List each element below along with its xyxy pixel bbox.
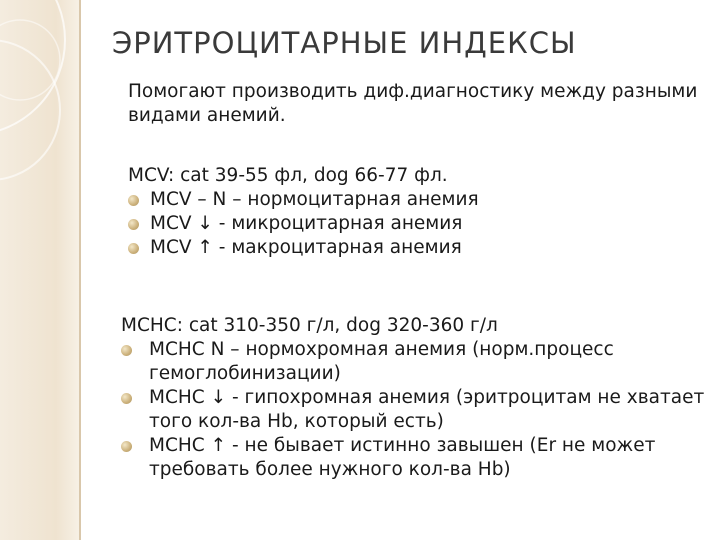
list-item-text: MCV ↓ - микроцитарная анемия — [150, 213, 463, 234]
list-item — [128, 188, 720, 212]
mcv-heading: MCV: cat 39-55 фл, dog 66-77 фл. — [128, 165, 448, 186]
mcv-list — [128, 188, 720, 260]
intro-text: Помогают производить диф.диагностику между разными видами анемий. — [128, 81, 698, 126]
bullet-icon — [121, 441, 132, 452]
mchc-section — [121, 314, 716, 482]
list-item — [128, 212, 720, 236]
list-item — [128, 236, 720, 260]
list-item-text: MCV ↑ - макроцитарная анемия — [150, 237, 462, 258]
bullet-icon — [121, 393, 132, 404]
list-item — [121, 386, 716, 434]
list-item-text: MCHC ↑ - не бывает истинно завышен (Er не может требовать более нужного кол-ва Hb) — [149, 435, 656, 480]
decorative-arcs — [0, 0, 80, 540]
bullet-icon — [128, 195, 139, 206]
bullet-icon — [128, 219, 139, 230]
mcv-section — [128, 164, 720, 260]
list-item — [121, 338, 716, 386]
list-item-text: MCHC ↓ - гипохромная анемия (эритроцитам не хватает того кол-ва Hb, который есть) — [149, 387, 705, 432]
mchc-list — [121, 338, 716, 482]
list-item-text: MCV – N – нормоцитарная анемия — [150, 189, 479, 210]
mchc-heading: MCHC: cat 310-350 г/л, dog 320-360 г/л — [121, 315, 498, 336]
bullet-icon — [121, 345, 132, 356]
list-item-text: MCHC N – нормохромная анемия (норм.процесс гемоглобинизации) — [149, 339, 614, 384]
list-item — [121, 434, 716, 482]
slide-title: ЭРИТРОЦИТАРНЫЕ ИНДЕКСЫ — [112, 26, 577, 60]
bullet-icon — [128, 243, 139, 254]
